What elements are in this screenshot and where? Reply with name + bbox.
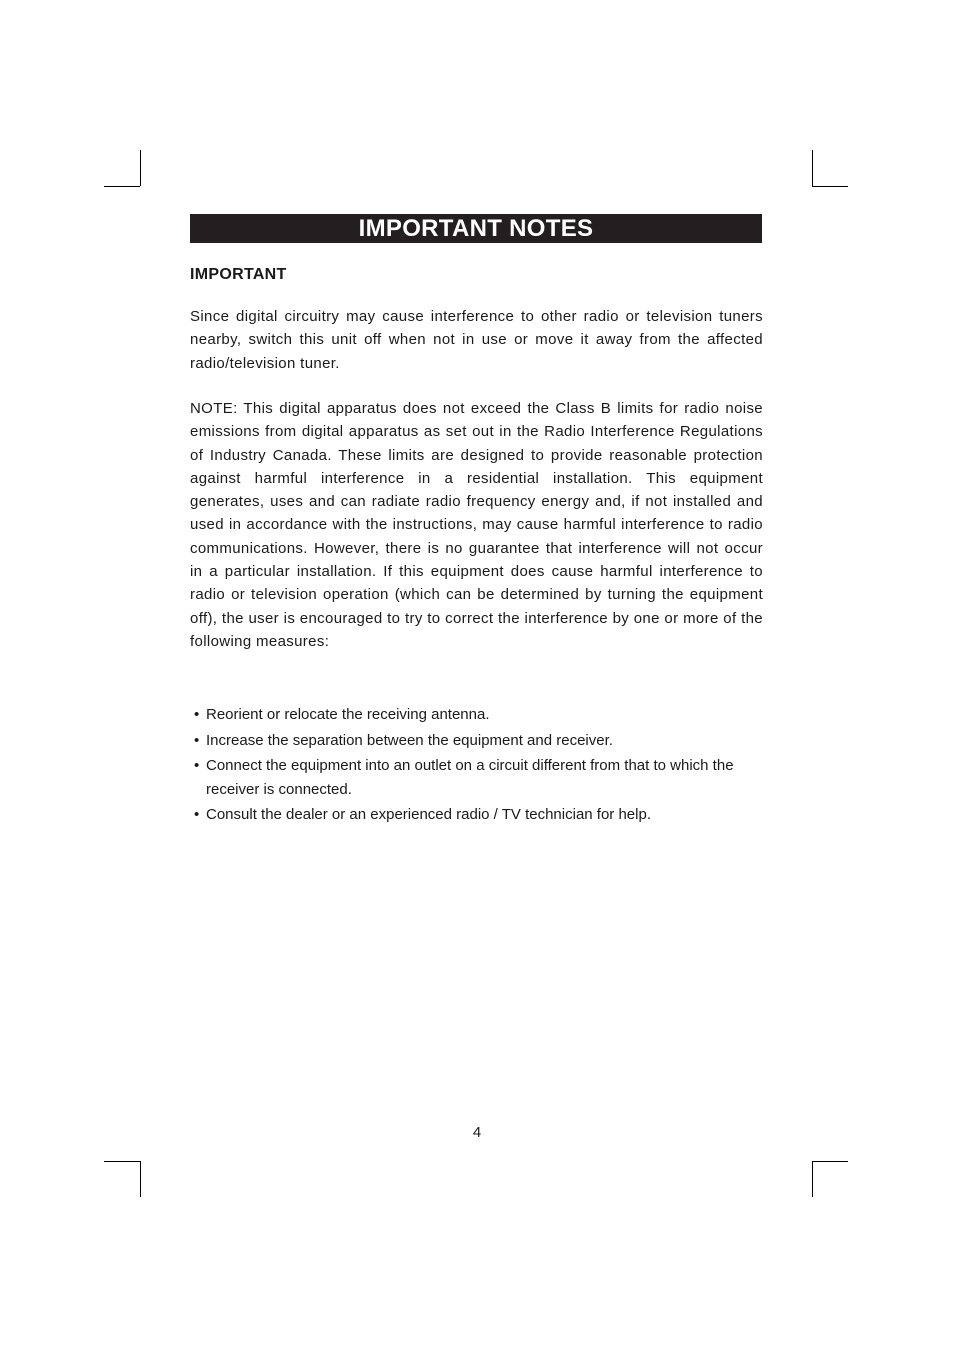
page-number: 4 [472,1124,482,1141]
page-title: IMPORTANT NOTES [190,214,762,243]
bullet-icon: • [194,806,200,823]
list-item-text: Increase the separation between the equipment and receiver. [206,731,613,749]
crop-mark-bottom-right-vertical [812,1161,813,1197]
list-item [194,703,774,727]
list-item [194,803,774,827]
list-item-text: Consult the dealer or an experienced radio / TV technician for help. [206,806,651,823]
crop-mark-bottom-left-vertical [140,1161,141,1197]
list-item-text: Reorient or relocate the receiving antenna. [206,706,490,723]
list-item [194,729,774,753]
list-item [194,754,774,801]
bullet-icon: • [194,731,200,749]
bullet-icon: • [194,706,200,723]
crop-mark-bottom-right-horizontal [812,1161,848,1162]
bullet-icon: • [194,757,200,774]
list-item-text: Connect the equipment into an outlet on a circuit different from that to which the receiver is connected. [206,757,734,798]
section-heading: IMPORTANT [190,266,287,283]
crop-mark-top-left-vertical [140,150,141,186]
crop-mark-top-right-vertical [812,150,813,186]
paragraph-interference: Since digital circuitry may cause interference to other radio or television tuners nearby, switch this unit off when not in use or move it away from the affected radio/television tuner. [190,308,763,372]
crop-mark-top-right-horizontal [812,186,848,187]
crop-mark-top-left-horizontal [104,186,140,187]
measures-list [194,703,774,829]
crop-mark-bottom-left-horizontal [104,1161,140,1162]
paragraph-note: NOTE: This digital apparatus does not exceed the Class B limits for radio noise emissions from digital apparatus as set out in the Radio Interference Regulations of Industry Canada. These limits are designed to provide reasonable protection against harmful interference in a residential installation. This equipment generates, uses and can radiate radio frequency energy and, if not installed and used in accordance with the instructions, may cause harmful interference to radio communications. However, there is no guarantee that interference will not occur in a particular installation. If this equipment does cause harmful interference to radio or television operation (which can be determined by turning the equipment off), the user is encouraged to try to correct the interference by one or more of the following measures: [190,400,763,650]
